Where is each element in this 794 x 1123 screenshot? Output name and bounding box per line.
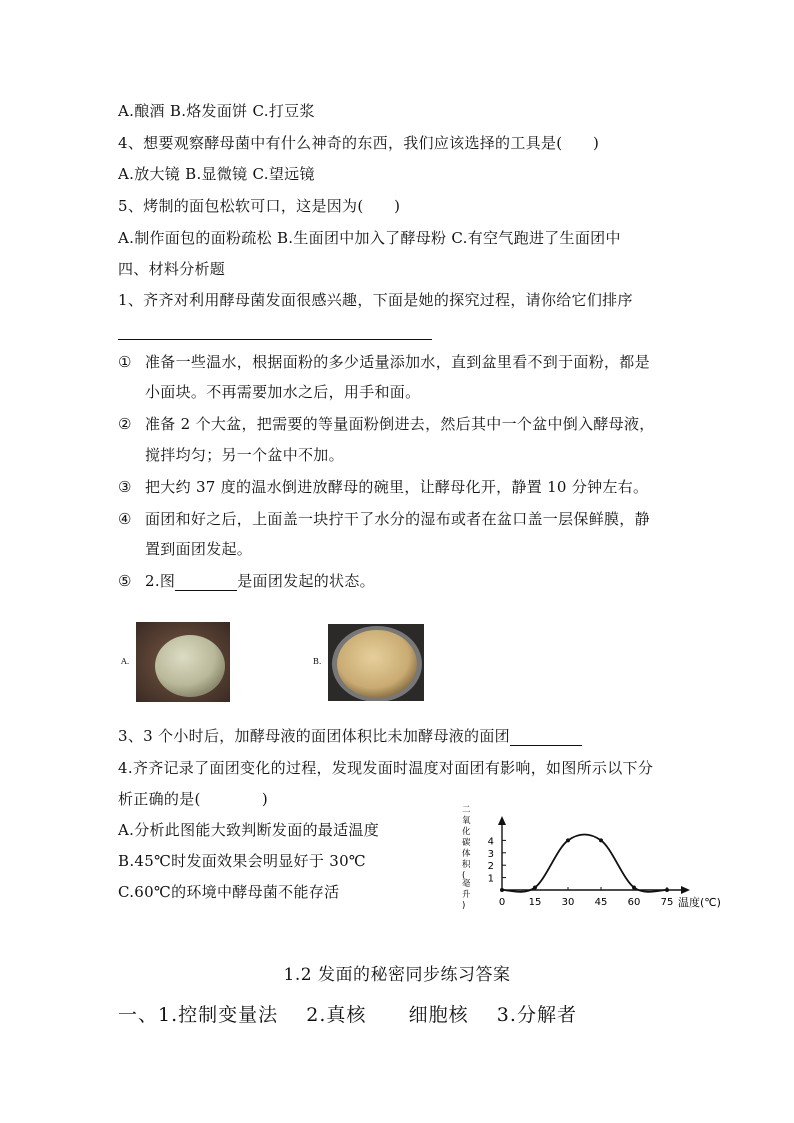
photo-a-label: A. — [121, 657, 130, 666]
chart-point — [665, 888, 669, 892]
step-4-line1: 面团和好之后，上面盖一块拧干了水分的湿布或者在盆口盖一层保鲜膜，静 — [145, 510, 650, 528]
step-2-line2: 搅拌均匀；另一个盆中不加。 — [145, 446, 344, 464]
chart-ylabel-char: 积 — [462, 860, 471, 870]
chart-ylabel-char: 体 — [462, 849, 471, 859]
dough-photo-b — [328, 624, 424, 701]
temperature-co2-chart — [450, 800, 740, 922]
chart-ylabel-char: 碳 — [462, 838, 471, 848]
section4-title: 四、材料分析题 — [118, 260, 226, 278]
chart-ylabel-char: 升 — [462, 890, 471, 900]
q3-options: A.酿酒 B.烙发面饼 C.打豆浆 — [118, 102, 315, 120]
step-3-num: ③ — [118, 478, 132, 496]
m3-stem-text: 3、3 个小时后，加酵母液的面团体积比未加酵母液的面团 — [118, 727, 510, 745]
chart-y-tick-label: 4 — [487, 836, 494, 848]
chart-ylabel-char: ) — [462, 901, 466, 911]
m1-stem: 1、齐齐对利用酵母菌发面很感兴趣，下面是她的探究过程，请你给它们排序 — [118, 291, 633, 309]
chart-x-tick-label: 45 — [594, 897, 608, 908]
chart-series-line — [502, 835, 667, 892]
chart-point — [632, 886, 636, 890]
chart-point — [566, 838, 570, 842]
step-5-text — [145, 571, 375, 591]
chart-x-tick-label: 15 — [528, 897, 542, 908]
m1-answer-blank — [118, 320, 432, 340]
m4-stem-line2: 析正确的是( ) — [118, 790, 269, 808]
chart-x-arrow — [681, 886, 690, 894]
chart-x-tick-label: 30 — [561, 897, 575, 908]
q5-stem: 5、烤制的面包松软可口，这是因为( ) — [118, 197, 401, 215]
step-1-num: ① — [118, 353, 132, 371]
chart-xlabel: 温度(℃) — [678, 896, 721, 909]
chart-point — [533, 886, 537, 890]
q5-options: A.制作面包的面粉疏松 B.生面团中加入了酵母粉 C.有空气跑进了生面团中 — [118, 229, 621, 247]
step-3-line1: 把大约 37 度的温水倒进放酵母的碗里，让酵母化开，静置 10 分钟左右。 — [145, 478, 649, 496]
step-5-prefix: 2.图 — [145, 572, 176, 590]
chart-ylabel-char: 二 — [462, 805, 471, 815]
step-1-line1: 准备一些温水，根据面粉的多少适量添加水，直到盆里看不到于面粉，都是 — [145, 353, 650, 371]
m4-option-b: B.45℃时发面效果会明显好于 30℃ — [118, 852, 366, 870]
step-4-line2: 置到面团发起。 — [145, 540, 253, 558]
chart-ylabel-char: 毫 — [462, 879, 471, 889]
step-2-num: ② — [118, 415, 132, 433]
m4-option-c: C.60℃的环境中酵母菌不能存活 — [118, 883, 340, 901]
m4-option-a: A.分析此图能大致判断发面的最适温度 — [118, 821, 380, 839]
step-5-suffix: 是面团发起的状态。 — [237, 572, 375, 590]
step-2-line1: 准备 2 个大盆，把需要的等量面粉倒进去，然后其中一个盆中倒入酵母液， — [145, 415, 655, 433]
answer-title: 1.2 发面的秘密同步练习答案 — [283, 965, 511, 985]
chart-ylabel — [462, 805, 471, 911]
chart-x-tick-label: 60 — [627, 897, 641, 908]
chart-y-tick-label: 1 — [487, 873, 494, 885]
chart-y-tick-label: 2 — [487, 861, 494, 873]
chart-point — [500, 888, 504, 892]
step-1-line2: 小面块。不再需要加水之后，用手和面。 — [145, 383, 421, 401]
chart-y-tick-label: 3 — [487, 848, 494, 860]
chart-x-tick-label: 75 — [660, 897, 674, 908]
chart-y-arrow — [498, 816, 506, 825]
q4-stem: 4、想要观察酵母菌中有什么神奇的东西，我们应该选择的工具是( ) — [118, 134, 600, 152]
chart-ylabel-char: 氧 — [462, 816, 471, 826]
chart-ylabel-char: 化 — [462, 827, 471, 837]
dough-photo-a — [136, 622, 230, 702]
chart-x-tick-label: 0 — [498, 897, 506, 908]
m3-stem — [118, 726, 582, 746]
q4-options: A.放大镜 B.显微镜 C.望远镜 — [118, 165, 315, 183]
step-4-num: ④ — [118, 510, 132, 528]
m4-stem-line1: 4.齐齐记录了面团变化的过程，发现发面时温度对面团有影响，如图所示以下分 — [118, 759, 654, 777]
chart-ylabel-char: ( — [462, 871, 466, 881]
answer-line: 一、1.控制变量法 2.真核 细胞核 3.分解者 — [118, 1004, 577, 1026]
step-5-num: ⑤ — [118, 572, 132, 590]
chart-point — [599, 838, 603, 842]
photo-b-label: B. — [313, 657, 322, 666]
